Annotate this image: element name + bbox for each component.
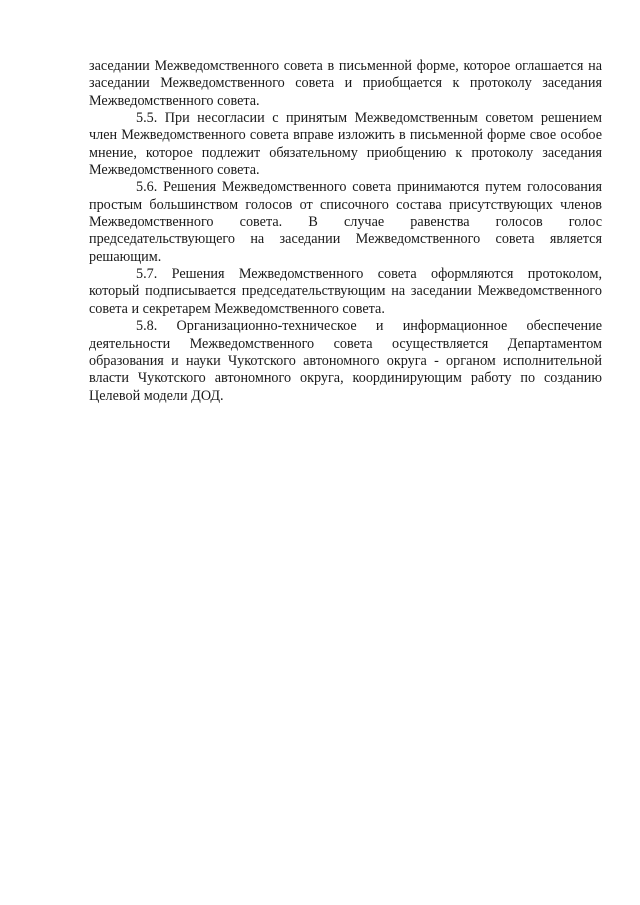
paragraph-text: Организационно-техническое и информационное обеспечение деятельности Межведомственного совета осуществляется Департаментом образования и науки Чукотского автономного округа - органом исполнительной власти Чукотского автономного округа, координирующим работу по созданию Целевой модели ДОД. bbox=[89, 318, 602, 404]
document-body bbox=[89, 58, 602, 405]
paragraph-number: 5.8. bbox=[136, 318, 158, 335]
paragraph-text: Решения Межведомственного совета оформляются протоколом, который подписывается председательствующим на заседании Межведомственного совета и секретарем Межведомственного совета. bbox=[89, 266, 602, 317]
paragraph-5-7 bbox=[89, 266, 602, 318]
paragraph-text: Решения Межведомственного совета принимаются путем голосования простым большинством голосов от списочного состава присутствующих членов Межведомственного совета. В случае равенства голосов голос председательствующего на заседании Межведомственного совета является решающим. bbox=[89, 179, 602, 265]
paragraph-5-5 bbox=[89, 110, 602, 179]
paragraph-5-6 bbox=[89, 179, 602, 266]
paragraph-text: заседании Межведомственного совета в письменной форме, которое оглашается на заседании Межведомственного совета и приобщается к протоколу заседания Межведомственного совета. bbox=[89, 58, 602, 109]
paragraph-number: 5.6. bbox=[136, 179, 158, 196]
paragraph-number: 5.5. bbox=[136, 110, 158, 127]
paragraph-5-8 bbox=[89, 318, 602, 405]
paragraph-text: При несогласии с принятым Межведомственным советом решением член Межведомственного совета вправе изложить в письменной форме свое особое мнение, которое подлежит обязательному приобщению к протоколу заседания Межведомственного совета. bbox=[89, 110, 603, 179]
paragraph-number: 5.7. bbox=[136, 266, 158, 283]
paragraph-continuation bbox=[89, 58, 602, 110]
